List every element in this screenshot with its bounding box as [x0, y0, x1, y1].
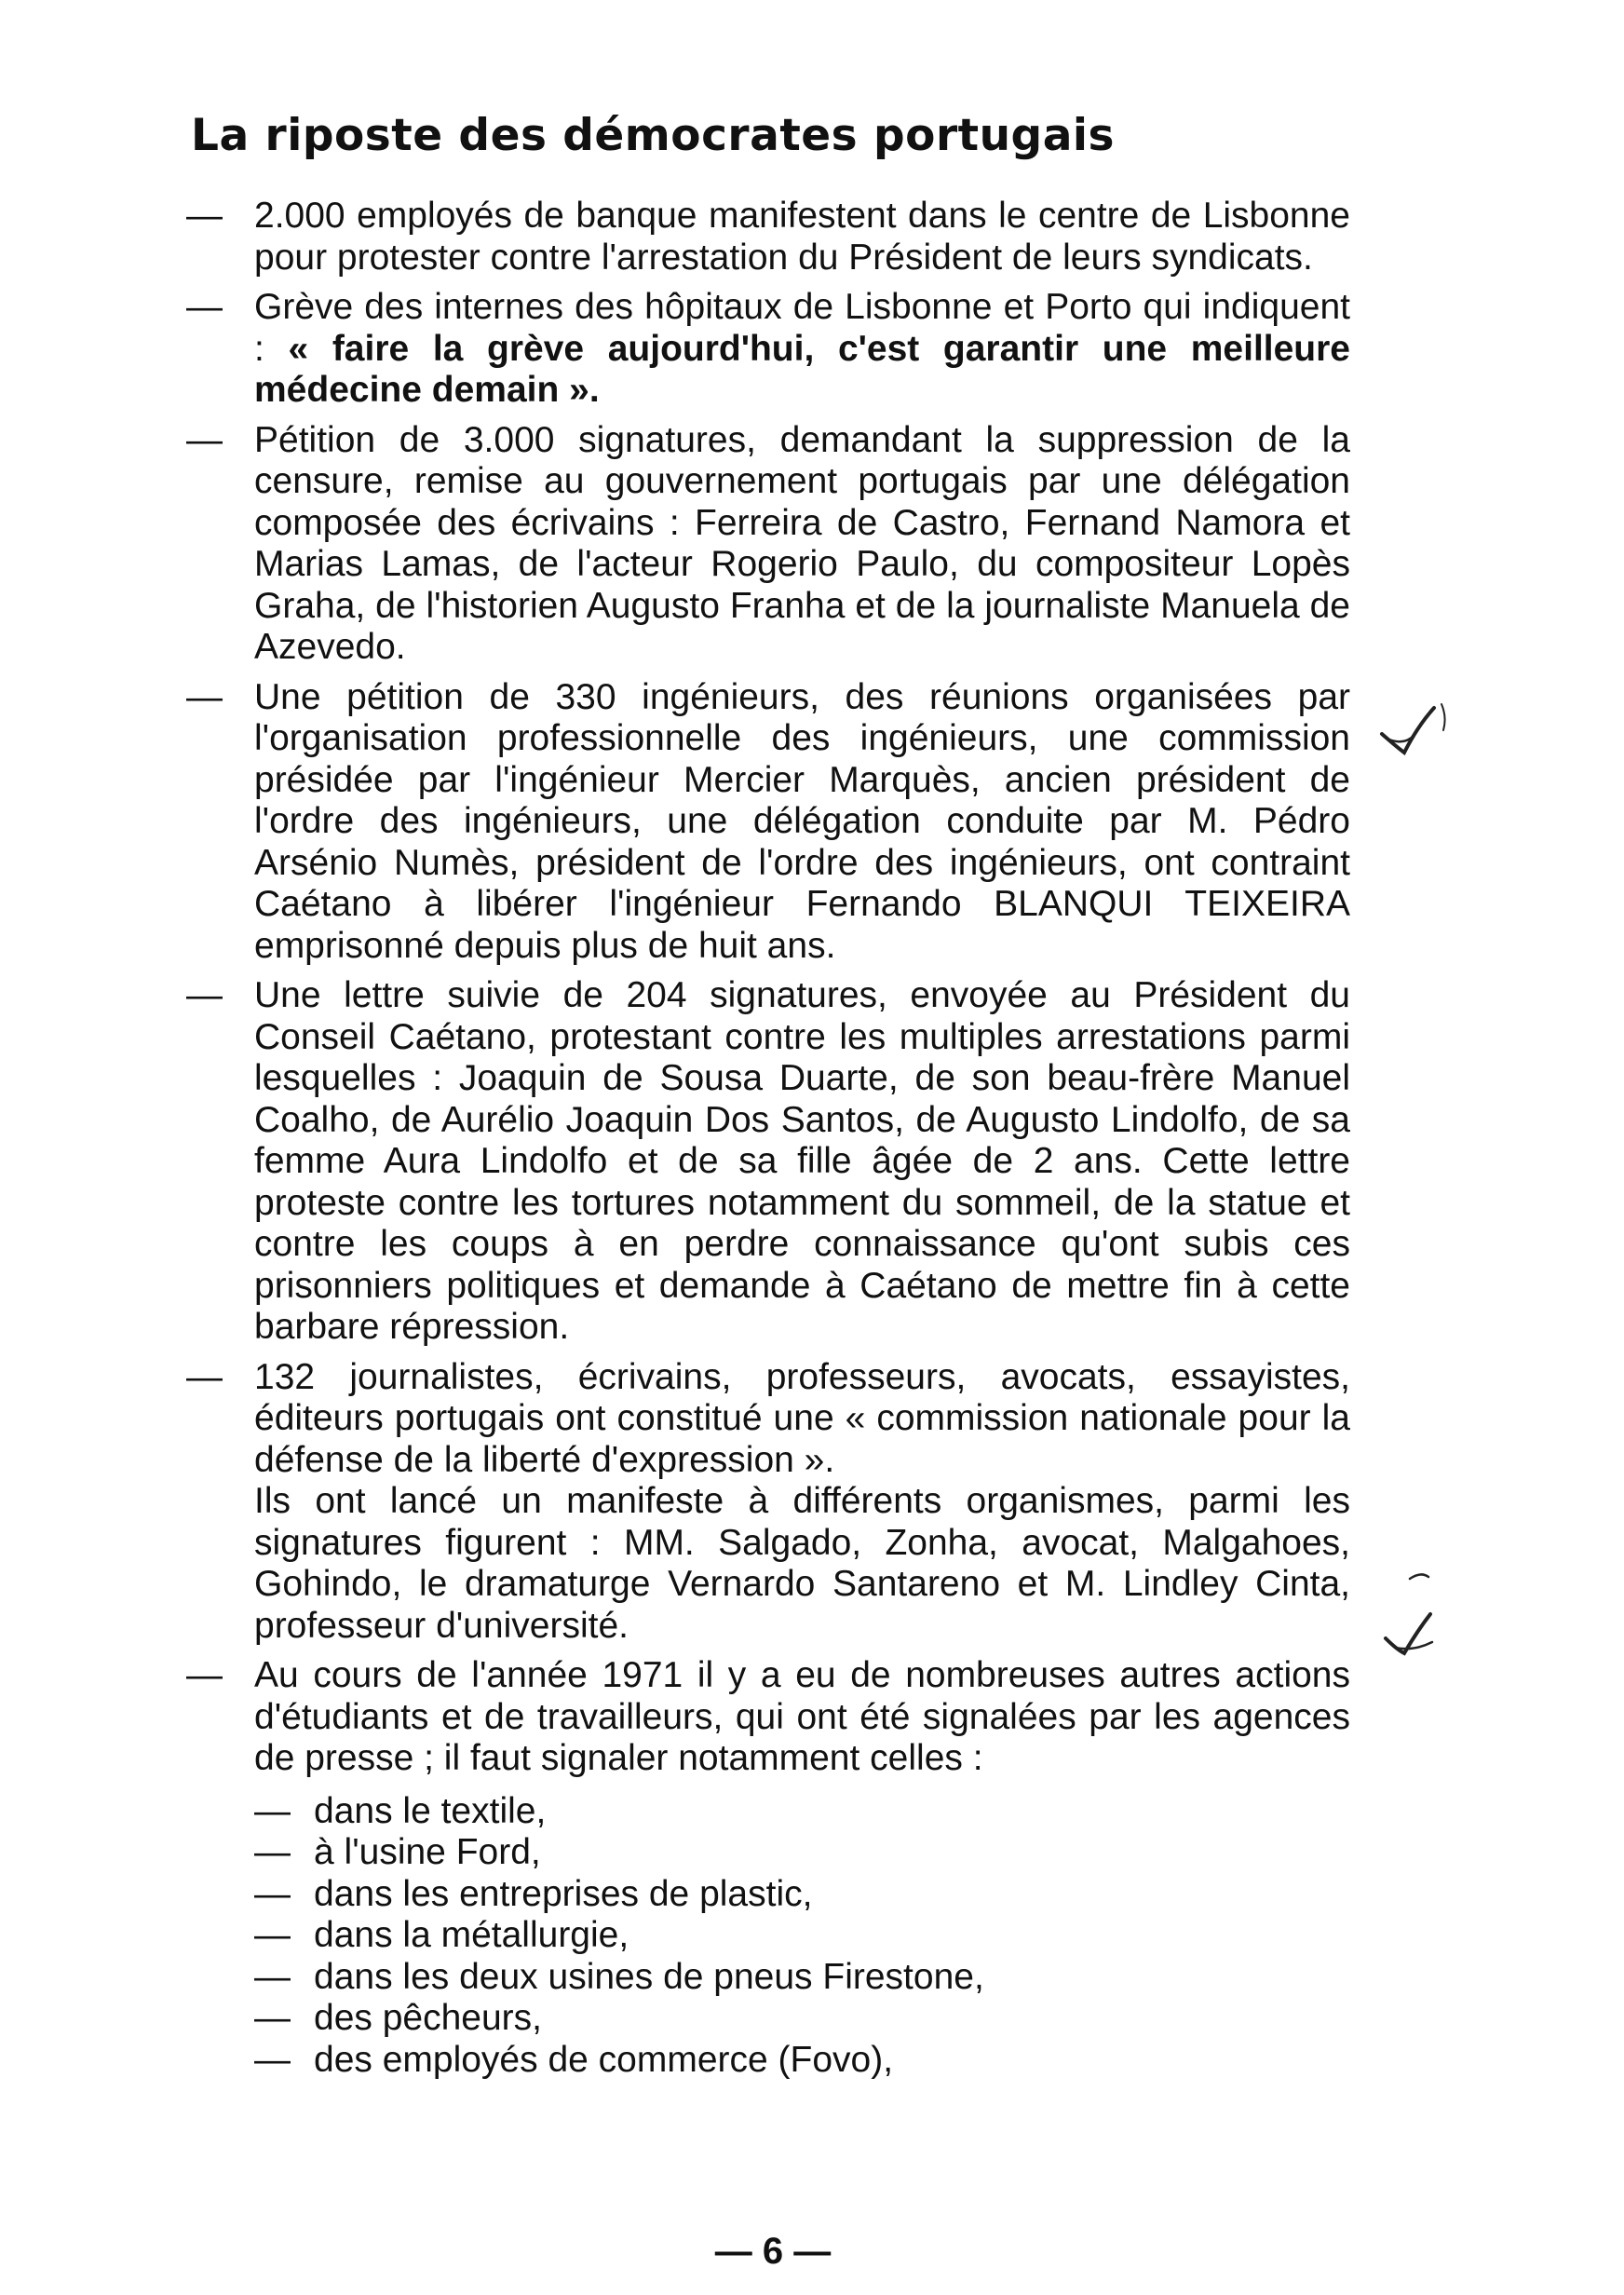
dash-marker: —	[254, 1873, 291, 1914]
sub-list-item	[254, 1957, 1350, 1999]
sub-list-item	[254, 1791, 1350, 1833]
sub-list-item	[254, 1832, 1350, 1874]
paragraph-text: Une lettre suivie de 204 signatures, envoyée au Président du Conseil Caétano, protestant contre les multiples arrestations parmi lesquelles : Joaquin de Sousa Duarte, de son beau-frère Manuel Coalho, de Aurélio Joaquin Dos Santos, de Augusto Lindolfo, de sa femme Aura Lindolfo et de sa fille âgée de 2 ans. Cette lettre proteste contre les tortures notamment du sommeil, de la statue et contre les coups à en perdre connaissance qu'ont subis ces prisonniers politiques et demande à Caétano de mettre fin à cette barbare répression.	[254, 975, 1350, 1347]
sub-list-item-text: dans les entreprises de plastic,	[314, 1873, 813, 1914]
handwritten-check-mark	[1376, 699, 1460, 764]
sub-list	[254, 1791, 1350, 2082]
dash-marker: —	[186, 196, 223, 236]
sub-list-item-text: des employés de commerce (Fovo),	[314, 2039, 894, 2080]
paragraph-text-part: 132 journalistes, écrivains, professeurs, avocats, essayistes, éditeurs portugais ont constitué une « commission nationale pour la défense de la liberté d'expression ».	[254, 1356, 1350, 1480]
paragraph-text: Une pétition de 330 ingénieurs, des réunions organisées par l'organisation professionnelle des ingénieurs, une commission présidée par l'ingénieur Mercier Marquès, ancien président de l'ordre des ingénieurs, une délégation conduite par M. Pédro Arsénio Numès, président de l'ordre des ingénieurs, ont contraint Caétano à libérer l'ingénieur Fernando BLANQUI TEIXEIRA emprisonné depuis plus de huit ans.	[254, 676, 1350, 966]
sub-list-item	[254, 1998, 1350, 2040]
paragraph-text	[254, 1357, 1350, 1648]
paragraph-text-part: Au cours de l'année 1971 il y a eu de nombreuses autres actions d'étudiants et de travailleurs, qui ont été signalées par les agences de presse ; il faut signaler notamment celles :	[254, 1655, 1350, 1778]
document-title: La riposte des démocrates portugais	[191, 110, 1115, 161]
handwritten-check-mark	[1376, 1569, 1451, 1663]
sub-list-item-text: dans la métallurgie,	[314, 1915, 629, 1955]
dash-marker: —	[254, 1790, 291, 1831]
paragraph-text: 2.000 employés de banque manifestent dans le centre de Lisbonne pour protester contre l'arrestation du Président de leurs syndicats.	[254, 196, 1350, 278]
page-number: — 6 —	[714, 2231, 832, 2272]
sub-list-item-text: dans les deux usines de pneus Firestone,	[314, 1956, 984, 1997]
paragraph-text: Pétition de 3.000 signatures, demandant la suppression de la censure, remise au gouvernement portugais par une délégation composée des écrivains : Ferreira de Castro, Fernand Namora et Marias Lamas, de l'acteur Rogerio Paulo, du compositeur Lopès Graha, de l'historien Augusto Franha et de la journaliste Manuela de Azevedo.	[254, 419, 1350, 667]
dash-marker: —	[254, 1998, 291, 2038]
dash-marker: —	[186, 1655, 223, 1695]
dash-marker: —	[186, 287, 223, 327]
dash-marker: —	[186, 975, 223, 1015]
paragraph-text-regular: Grève des internes des hôpitaux de Lisbonne et Porto qui indiquent :	[254, 287, 1350, 369]
dash-marker: —	[254, 1832, 291, 1872]
paragraph-text	[254, 287, 1350, 412]
list-item	[186, 287, 1350, 412]
list-item	[186, 1357, 1350, 1648]
dash-marker: —	[186, 1356, 223, 1397]
list-item	[186, 196, 1350, 278]
list-item	[186, 420, 1350, 669]
list-item	[186, 975, 1350, 1349]
sub-list-item	[254, 2040, 1350, 2082]
document-body	[186, 196, 1350, 2089]
sub-list-item	[254, 1874, 1350, 1916]
dash-marker: —	[186, 419, 223, 460]
quote-bold: « faire la grève aujourd'hui, c'est garantir une meilleure médecine demain ».	[254, 328, 1350, 410]
dash-marker: —	[254, 2039, 291, 2080]
sub-list-item-text: dans le textile,	[314, 1790, 547, 1831]
dash-marker: —	[254, 1956, 291, 1997]
sub-list-item-text: à l'usine Ford,	[314, 1832, 541, 1872]
dash-marker: —	[186, 676, 223, 717]
sub-list-item-text: des pêcheurs,	[314, 1998, 542, 2038]
paragraph-text	[254, 1655, 1350, 2081]
sub-list-item	[254, 1915, 1350, 1957]
list-item	[186, 1655, 1350, 2081]
list-item	[186, 677, 1350, 968]
dash-marker: —	[254, 1915, 291, 1955]
paragraph-text-part: Ils ont lancé un manifeste à différents organismes, parmi les signatures figurent : MM. Salgado, Zonha, avocat, Malgahoes, Gohindo, le dramaturge Vernardo Santareno et M. Lindley Cinta, professeur d'université.	[254, 1481, 1350, 1646]
